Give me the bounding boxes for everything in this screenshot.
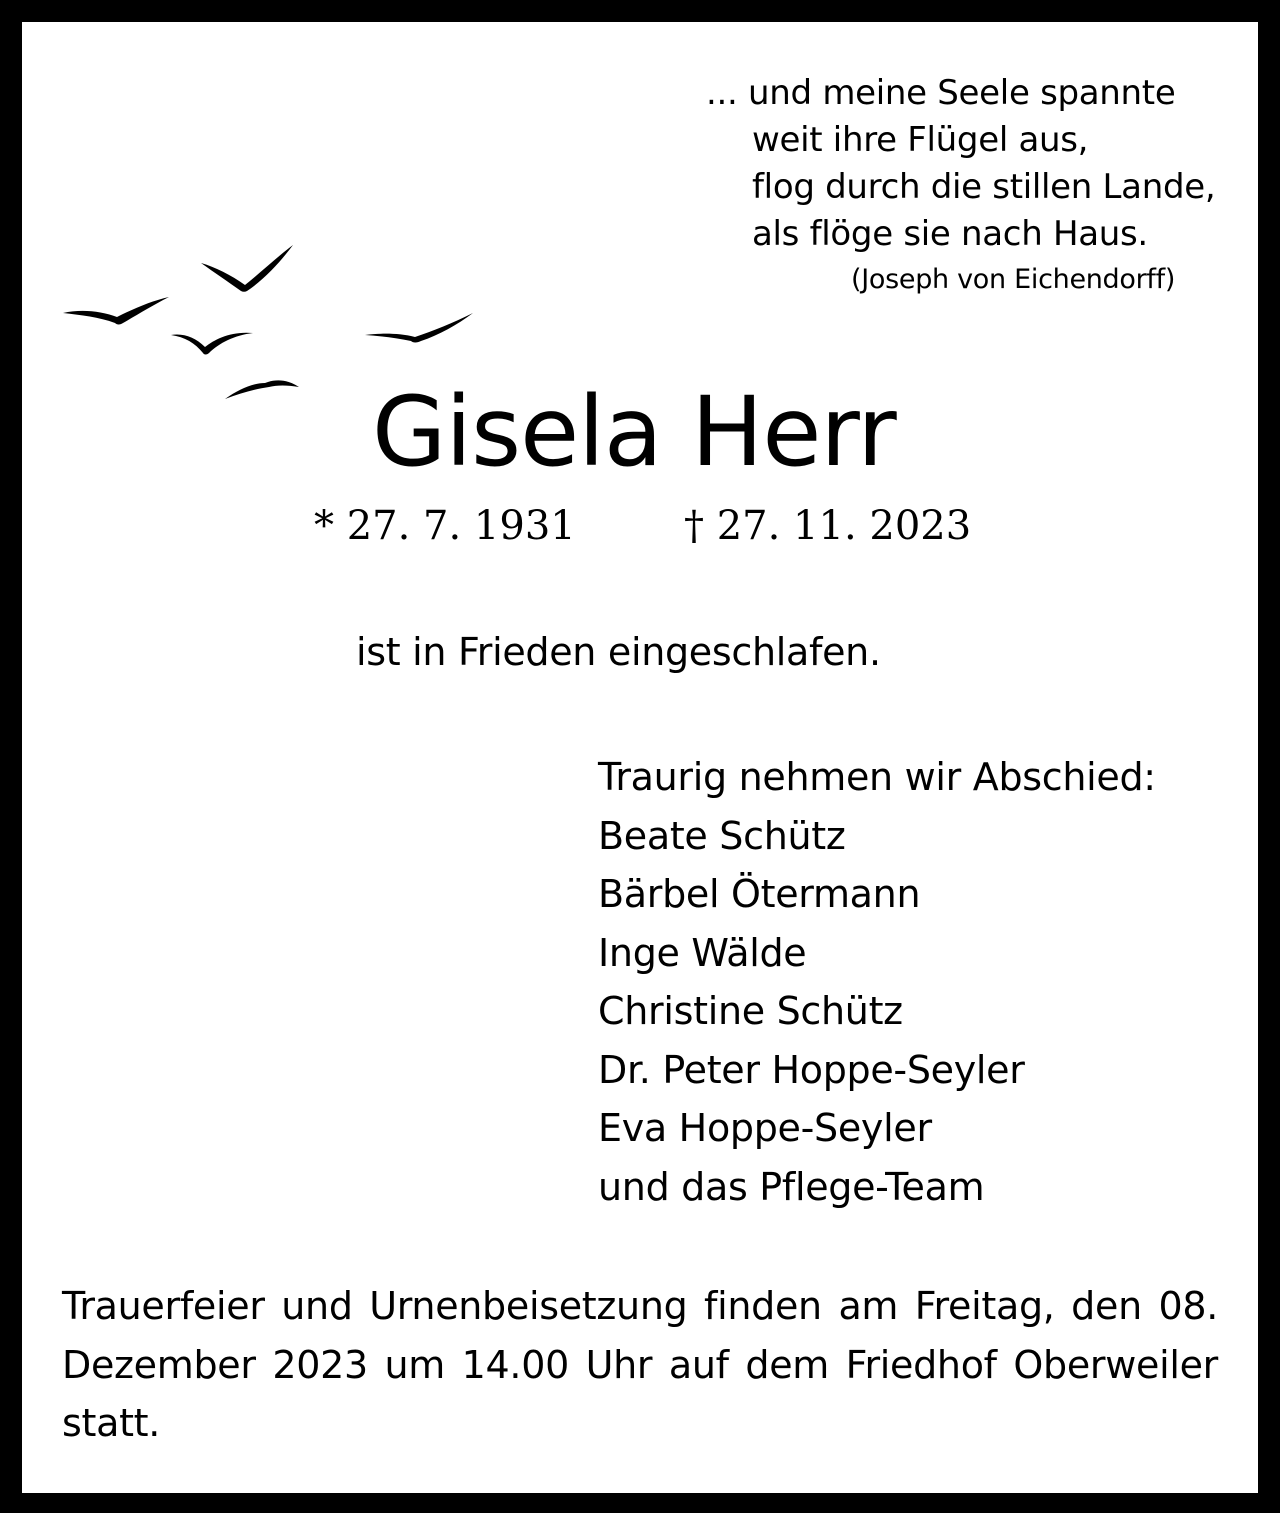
deceased-name: Gisela Herr — [372, 376, 896, 488]
mourner-name: und das Pflege-Team — [598, 1164, 985, 1209]
death-date: † 27. 11. 2023 — [684, 503, 972, 549]
birth-date: * 27. 7. 1931 — [314, 503, 576, 549]
poem-author: (Joseph von Eichendorff) — [851, 264, 1176, 295]
poem-line: als flöge sie nach Haus. — [752, 214, 1148, 254]
mourners-list — [598, 748, 1156, 1216]
poem-line: ... und meine Seele spannte — [706, 73, 1176, 113]
mourner-name: Christine Schütz — [598, 989, 903, 1033]
mourner-name: Bärbel Ötermann — [598, 872, 921, 916]
service-details: Trauerfeier und Urnenbeisetzung finden am Freitag, den 08. Dezember 2023 um 14.00 Uhr auf dem Friedhof Oberweiler statt. — [62, 1284, 1218, 1445]
mourners-heading: Traurig nehmen wir Abschied: — [598, 755, 1156, 799]
mourner-name: Inge Wälde — [598, 930, 807, 975]
mourner-name: Eva Hoppe-Seyler — [598, 1106, 932, 1150]
mourner-name: Beate Schütz — [598, 813, 846, 858]
mourner-name: Dr. Peter Hoppe-Seyler — [598, 1047, 1025, 1092]
poem-line: weit ihre Flügel aus, — [752, 120, 1089, 160]
poem-line: flog durch die stillen Lande, — [752, 167, 1216, 207]
announcement-text: ist in Frieden eingeschlafen. — [356, 630, 881, 674]
poem-quote — [706, 70, 1246, 295]
